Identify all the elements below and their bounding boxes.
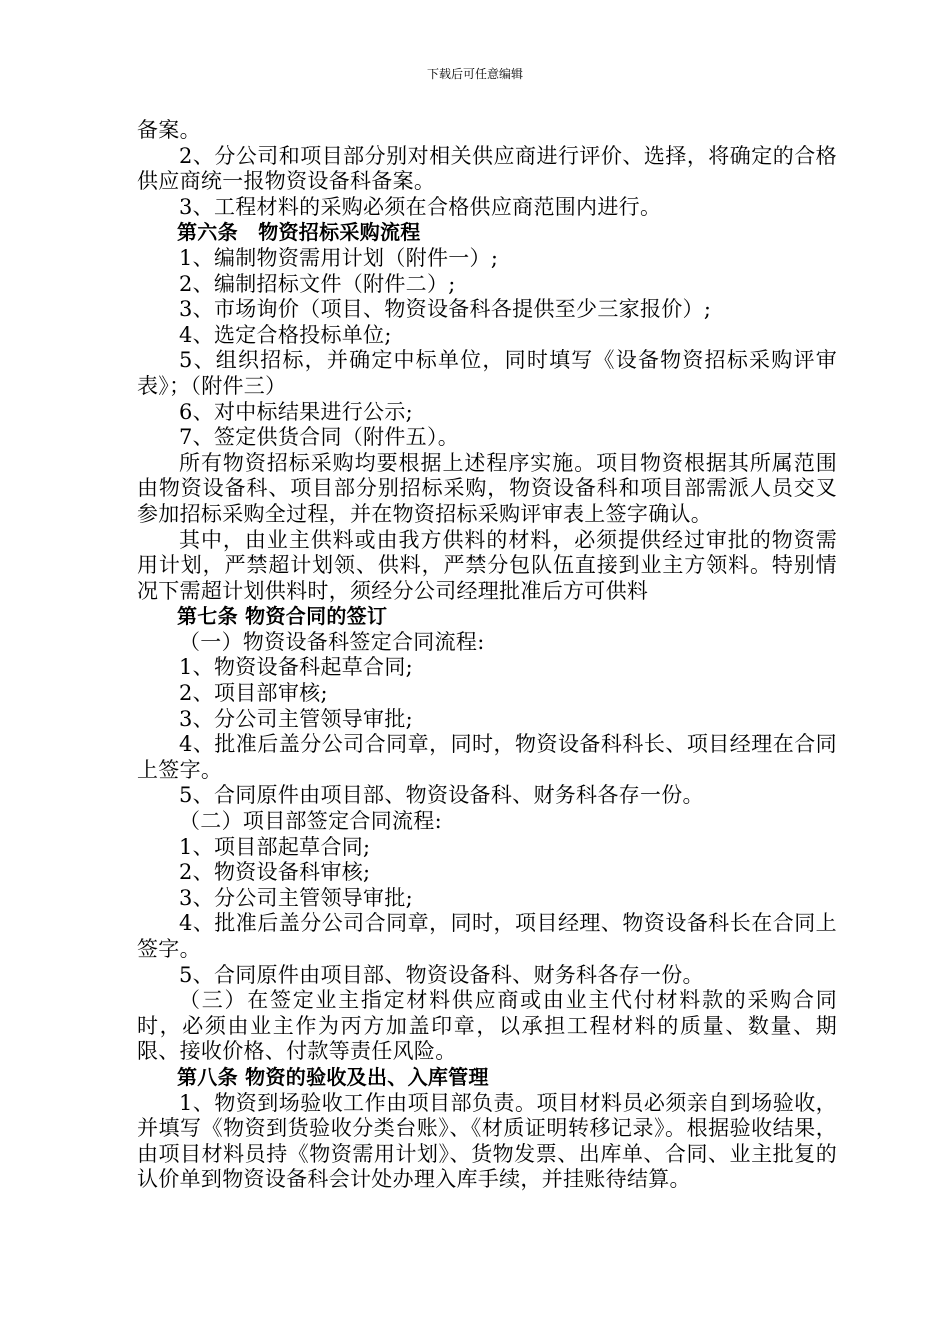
paragraph: 1、项目部起草合同; (179, 834, 371, 859)
paragraph: （一）物资设备科签定合同流程: (179, 629, 485, 654)
paragraph: 5、组织招标，并确定中标单位，同时填写《设备物资招标采购评审表》；（附件三） (137, 348, 837, 398)
document-body (137, 118, 837, 1193)
paragraph: 3、市场询价（项目、物资设备科各提供至少三家报价）; (179, 297, 712, 322)
paragraph: 2、编制招标文件（附件二）; (179, 271, 456, 296)
paragraph: 2、项目部审核; (179, 681, 328, 706)
paragraph: 6、对中标结果进行公示; (179, 399, 414, 424)
paragraph: 3、分公司主管领导审批; (179, 706, 414, 731)
section-heading: 第七条 物资合同的签订 (177, 604, 388, 629)
paragraph: （二）项目部签定合同流程: (179, 809, 442, 834)
paragraph: 3、分公司主管领导审批; (179, 885, 414, 910)
paragraph: 4、选定合格投标单位; (179, 322, 392, 347)
paragraph: 其中，由业主供料或由我方供料的材料，必须提供经过审批的物资需用计划，严禁超计划领、供料，严禁分包队伍直接到业主方领料。特别情况下需超计划供料时，须经分公司经理批准后方可供料 (137, 527, 837, 603)
paragraph: 2、分公司和项目部分别对相关供应商进行评价、选择，将确定的合格供应商统一报物资设备科备案。 (137, 143, 837, 194)
paragraph: 2、物资设备科审核; (179, 860, 371, 885)
paragraph: 4、批准后盖分公司合同章，同时，物资设备科科长、项目经理在合同上签字。 (137, 732, 837, 782)
page-header: 下载后可任意编辑 (426, 67, 523, 81)
paragraph: 7、签定供货合同（附件五）。 (179, 425, 460, 450)
paragraph: 1、物资设备科起草合同; (179, 655, 414, 680)
paragraph: 1、物资到场验收工作由项目部负责。项目材料员必须亲自到场验收，并填写《物资到货验收分类台账》、《材质证明转移记录》。根据验收结果，由项目材料员持《物资需用计划》、货物发票、出库单、合同、业主批复的认价单到物资设备科会计处办理入库手续，并挂账待结算。 (137, 1090, 837, 1192)
paragraph: 5、合同原件由项目部、物资设备科、财务科各存一份。 (179, 783, 704, 808)
section-heading: 第八条 物资的验收及出、入库管理 (177, 1064, 489, 1089)
paragraph: 5、合同原件由项目部、物资设备科、财务科各存一份。 (179, 962, 704, 987)
paragraph: 所有物资招标采购均要根据上述程序实施。项目物资根据其所属范围由物资设备科、项目部分别招标采购，物资设备科和项目部需派人员交叉参加招标采购全过程，并在物资招标采购评审表上签字确认。 (137, 450, 837, 526)
paragraph: 备案。 (137, 118, 201, 142)
section-heading: 第六条 物资招标采购流程 (177, 220, 421, 245)
paragraph: 3、工程材料的采购必须在合格供应商范围内进行。 (179, 194, 662, 219)
paragraph: 4、批准后盖分公司合同章，同时，项目经理、物资设备科长在合同上签字。 (137, 911, 837, 961)
paragraph: （三）在签定业主指定材料供应商或由业主代付材料款的采购合同时，必须由业主作为丙方加盖印章，以承担工程材料的质量、数量、期限、接收价格、付款等责任风险。 (137, 988, 837, 1064)
paragraph: 1、编制物资需用计划（附件一）; (179, 245, 499, 270)
